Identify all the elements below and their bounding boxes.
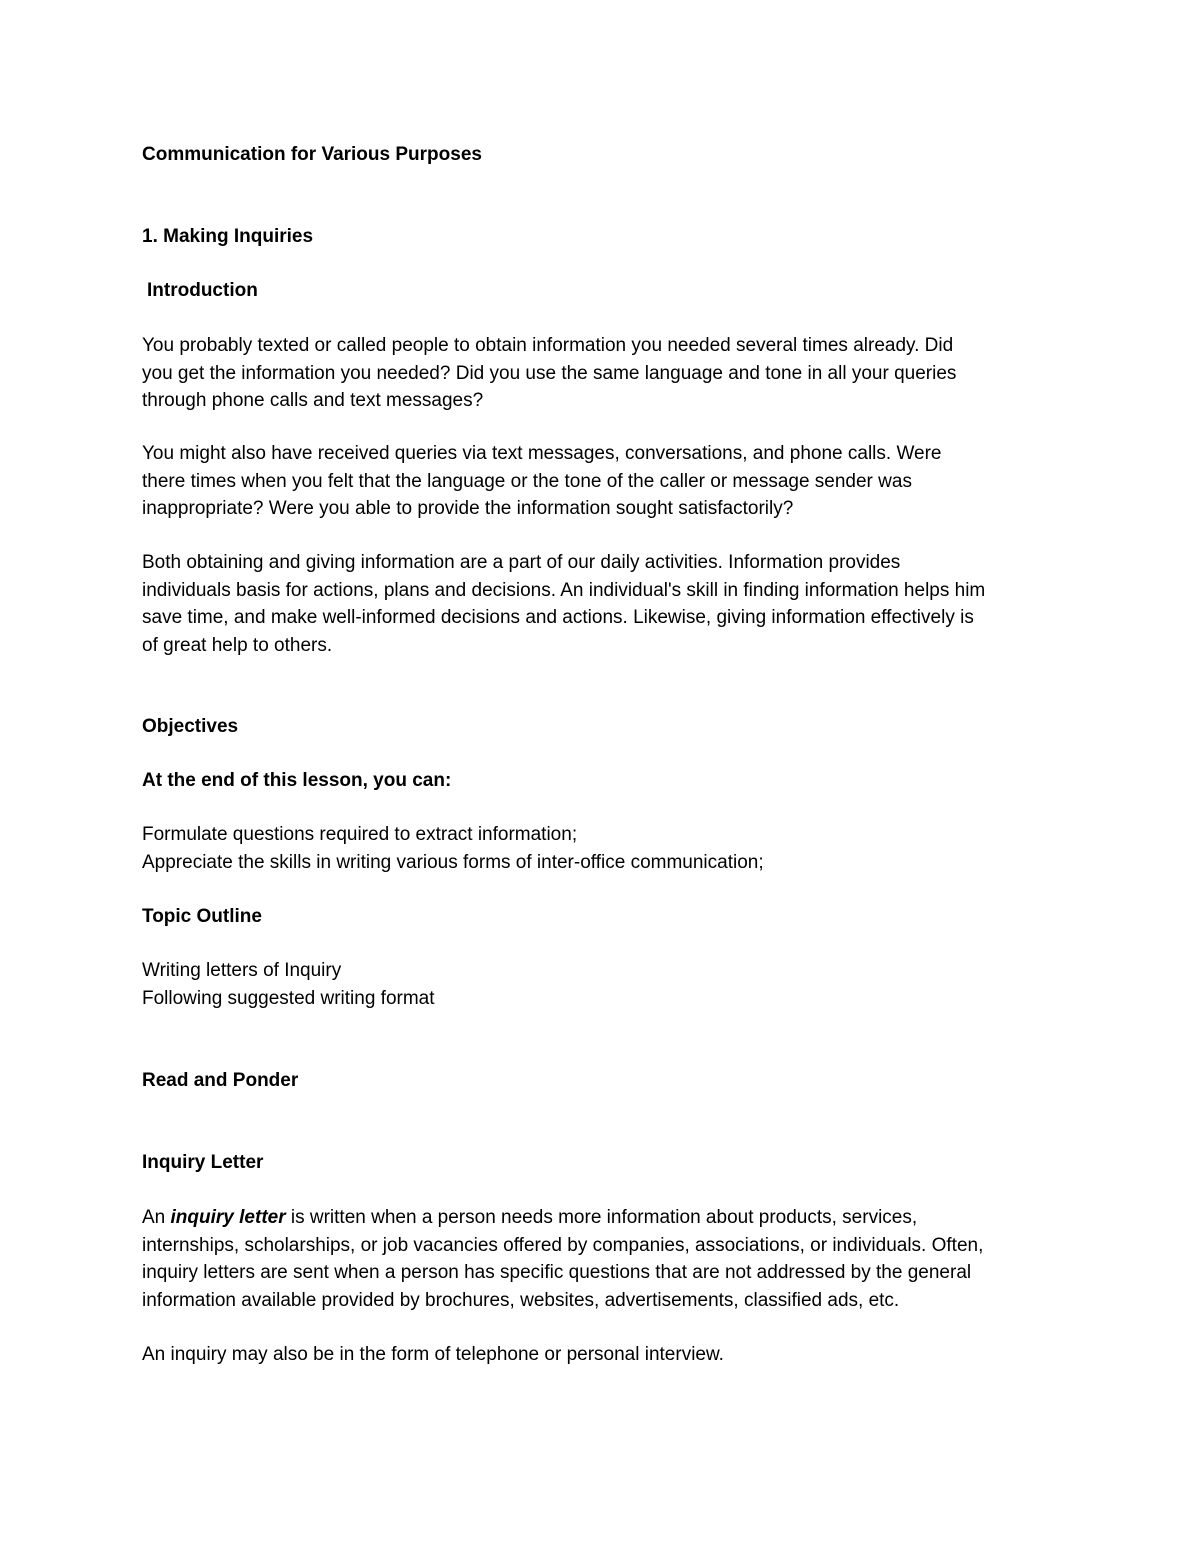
text-line: there times when you felt that the language or the tone of the caller or message sender was (142, 470, 912, 492)
heading-inquiry-letter: Inquiry Letter (142, 1152, 264, 1173)
heading-objectives: Objectives (142, 716, 239, 737)
emphasized-term: inquiry letter (170, 1207, 286, 1228)
heading-topic-outline: Topic Outline (142, 906, 262, 927)
objective-item: Appreciate the skills in writing various forms of inter-office communication; (142, 851, 764, 873)
text-line: Both obtaining and giving information are a part of our daily activities. Information provides (142, 552, 901, 573)
heading-introduction: Introduction (147, 280, 258, 301)
topic-item: Following suggested writing format (142, 987, 435, 1009)
text-line: internships, scholarships, or job vacancies offered by companies, associations, or individuals. Often, (142, 1234, 984, 1256)
text-line: save time, and make well-informed decisions and actions. Likewise, giving information effectively is (142, 607, 974, 628)
text-line: you get the information you needed? Did you use the same language and tone in all your queries (142, 362, 957, 384)
text-line: of great help to others. (142, 634, 333, 656)
inquiry-letter-paragraph (142, 1204, 1072, 1314)
objectives-lead: At the end of this lesson, you can: (142, 770, 452, 791)
text-segment: An (142, 1207, 171, 1228)
text-line: You probably texted or called people to obtain information you needed several times already. Did (142, 335, 954, 356)
document-title: Communication for Various Purposes (142, 144, 482, 165)
text-segment: is written when a person needs more information about products, services, (285, 1207, 918, 1228)
inquiry-form-paragraph: An inquiry may also be in the form of telephone or personal interview. (142, 1344, 724, 1365)
objective-item: Formulate questions required to extract information; (142, 824, 578, 845)
section-heading-making-inquiries: 1. Making Inquiries (142, 226, 314, 247)
text-line: individuals basis for actions, plans and decisions. An individual's skill in finding information helps him (142, 579, 986, 601)
topic-outline-list (142, 957, 1072, 1012)
text-line: inquiry letters are sent when a person has specific questions that are not addressed by the general (142, 1262, 972, 1283)
intro-paragraph-3 (142, 549, 1072, 659)
objectives-list (142, 821, 1072, 876)
text-line: information available provided by brochures, websites, advertisements, classified ads, etc. (142, 1289, 900, 1311)
intro-paragraph-1 (142, 332, 1072, 415)
text-line: inappropriate? Were you able to provide the information sought satisfactorily? (142, 498, 794, 519)
intro-paragraph-2 (142, 440, 1072, 523)
topic-item: Writing letters of Inquiry (142, 960, 342, 981)
text-line (142, 1204, 1072, 1232)
text-line: through phone calls and text messages? (142, 390, 484, 411)
text-line: You might also have received queries via text messages, conversations, and phone calls. Were (142, 443, 942, 464)
heading-read-and-ponder: Read and Ponder (142, 1070, 299, 1091)
